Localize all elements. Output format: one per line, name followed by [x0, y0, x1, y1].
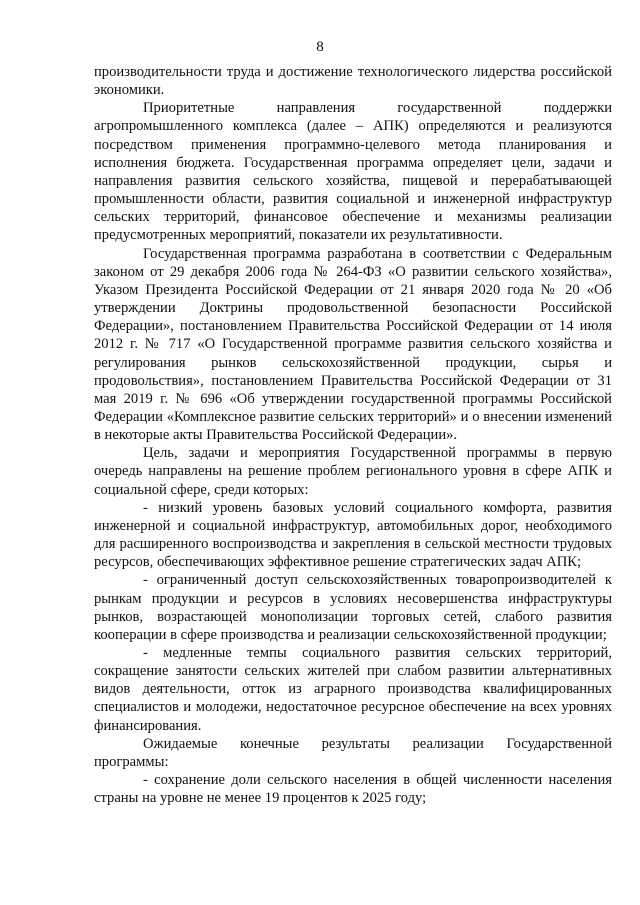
- paragraph-expected-results: Ожидаемые конечные результаты реализации Государственной программы:: [94, 735, 612, 770]
- paragraph-legal-basis: Государственная программа разработана в соответствии с Федеральным законом от 29 декабря 2006 года № 264-ФЗ «О развитии сельского хозяйства», Указом Президента Российской Федерации от 21 января 2020 года № 20 «Об утверждении Доктрины продовольственной безопасности Российской Федерации», постановлением Правительства Российской Федерации от 14 июля 2012 г. № 717 «О Государственной программе развития сельского хозяйства и регулирования рынков сельскохозяйственной продукции, сырья и продовольствия», постановлением Правительства Российской Федерации от 31 мая 2019 г. № 696 «Об утверждении государственной программы Российской Федерации «Комплексное развитие сельских территорий» и о внесении изменений в некоторые акты Правительства Российской Федерации».: [94, 245, 612, 444]
- list-item-slow-development: - медленные темпы социального развития сельских территорий, сокращение занятости сельских жителей при слабом развитии альтернативных видов деятельности, отток из аграрного производства квалифицированных специалистов и молодежи, недостаточное ресурсное обеспечение на всех уровнях финансирования.: [94, 645, 612, 734]
- page-number: 8: [316, 39, 324, 55]
- document-body: [94, 63, 612, 807]
- list-item-market-access: - ограниченный доступ сельскохозяйственных товаропроизводителей к рынкам продукции и ресурсов в условиях несовершенства инфраструктуры рынков, возрастающей монополизации торговых сетей, слабого развития кооперации в сфере производства и реализации сельскохозяйственной продукции;: [94, 572, 612, 643]
- paragraph-intro-continuation: производительности труда и достижение технологического лидерства российской экономики.: [94, 64, 612, 99]
- list-item-rural-population-share: - сохранение доли сельского населения в общей численности населения страны на уровне не менее 19 процентов к 2025 году;: [94, 772, 612, 807]
- list-item-social-comfort: - низкий уровень базовых условий социального комфорта, развития инженерной и социальной инфраструктур, автомобильных дорог, необходимого для расширенного воспроизводства и закрепления в сельской местности трудовых ресурсов, обеспечивающих эффективное решение стратегических задач АПК;: [94, 499, 612, 571]
- paragraph-goals-tasks: Цель, задачи и мероприятия Государственной программы в первую очередь направлены на решение проблем регионального уровня в сфере АПК и социальной сфере, среди которых:: [94, 445, 612, 498]
- paragraph-priority-directions: Приоритетные направления государственной поддержки агропромышленного комплекса (далее – АПК) определяются и реализуются посредством применения программно-целевого метода планирования и исполнения бюджета. Государственная программа определяет цели, задачи и направления развития сельского хозяйства, пищевой и перерабатывающей промышленности области, развития социальной и инженерной инфраструктур сельских территорий, финансовое обеспечение и механизмы реализации предусмотренных мероприятий, показатели их результативности.: [94, 100, 612, 244]
